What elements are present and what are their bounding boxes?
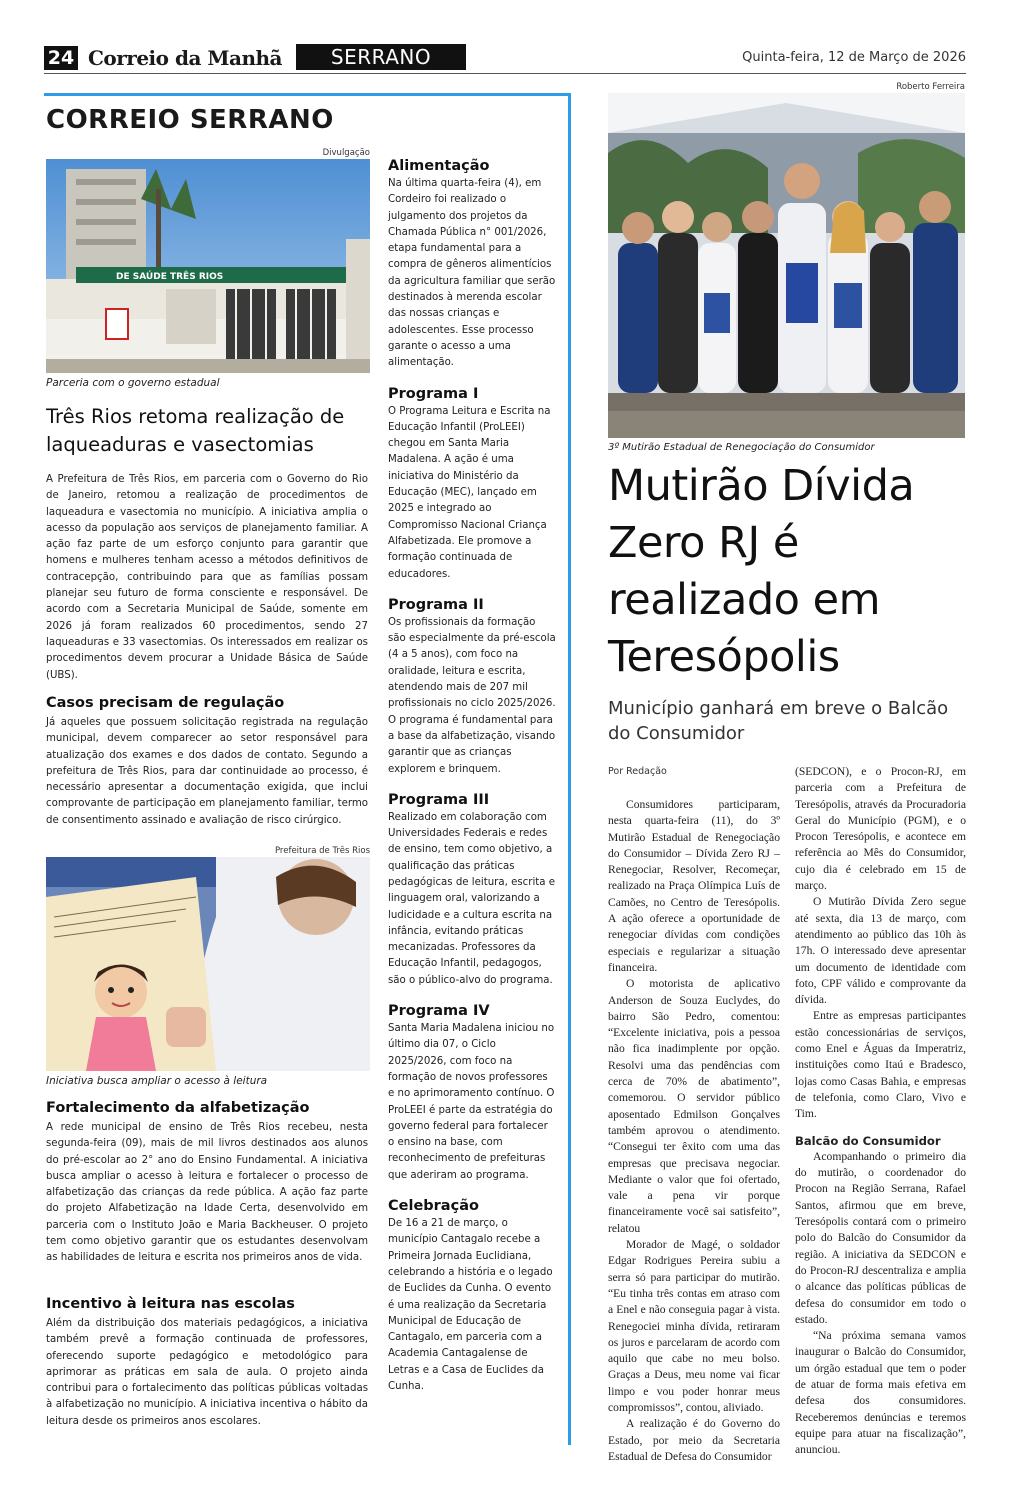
note-title: Celebração <box>388 1198 479 1215</box>
paragraph: (SEDCON), e o Procon-RJ, em parceria com a Prefeitura de Teresópolis, através da Procuradoria Geral do Município (PGM), e o Procon Teresópolis, e acontece em referência ao Mês do Consumidor, cujo dia é celebrado em 15 de março. <box>795 765 966 893</box>
reading-child-photo <box>46 857 370 1071</box>
sign-text: DE SAÚDE TRÊS RIOS <box>116 272 224 282</box>
note-programa-ii <box>388 595 556 778</box>
note-title: Programa III <box>388 791 490 808</box>
box-notes-column <box>388 156 556 1395</box>
paragraph: O motorista de aplicativo Anderson de Souza Euclydes, do bairro São Pedro, comentou: “Excelente iniciativa, pois a pessoa não fica inadimplente por opção. Resolvi uma das pendências com cerca de 70% de abatimento”, comemorou. O servidor público aposentado Edmilson Gonçalves também aprovou o atendimento. “Consegui ter êxito com uma das empresas que precisava negociar. Mediante o valor que foi ofertado, vale a pena vir porque financeiramente você sai satisfeito”, relatou <box>608 977 780 1235</box>
photo2-caption: Iniciativa busca ampliar o acesso à leitura <box>46 1075 268 1087</box>
main-headline: Mutirão Dívida Zero RJ é realizado em Teresópolis <box>608 461 915 682</box>
article2-body1: A rede municipal de ensino de Três Rios recebeu, nesta segunda-feira (09), mais de mil livros destinados aos alunos do pré-escolar ao 2° ano do Ensino Fundamental. A iniciativa busca ampliar o acesso à leitura e fortalecer o processo de alfabetização das crianças da rede pública. A ação faz parte do projeto Alfabetização na Idade Certa, desenvolvido em parceria com o Instituto João e Maria Backheuser. O projeto tem como objetivo garantir que os estudantes desenvolvam as habilidades de leitura e escrita nos primeiros anos de vida. <box>46 1122 368 1264</box>
box-title: CORREIO SERRANO <box>46 105 334 135</box>
article2-body2: Além da distribuição dos materiais pedagógicos, a iniciativa também prevê a formação continuada de professores, oferecendo suporte pedagógico e metodológico para aprimorar as práticas em sala de aula. O projeto ainda contribui para o fortalecimento das políticas públicas voltadas à alfabetização no município. A iniciativa incentiva o hábito da leitura desde os primeiros anos escolares. <box>46 1318 368 1427</box>
note-body: Na última quarta-feira (4), em Cordeiro foi realizado o julgamento dos projetos da Chamada Pública n° 001/2026, etapa fundamental para a compra de gêneros alimentícios da agricultura familiar que serão destinados à merenda escolar das nossas crianças e adolescentes. Esse processo garante o acesso a uma alimentação. <box>388 178 556 369</box>
article1-sub-body: Já aqueles que possuem solicitação registrada na regulação municipal, devem comparecer ao setor responsável para atualização dos exames e dos dados de contato. Segundo a prefeitura de Três Rios, para dar continuidade ao processo, é necessário apresentar a documentação exigida, que inclui comprovante de participação em planejamento familiar, termo de consentimento assinado e avaliação de risco cirúrgico. <box>46 717 368 826</box>
note-title: Programa IV <box>388 1003 490 1020</box>
note-title: Alimentação <box>388 158 490 174</box>
mutirao-group-photo <box>608 93 965 438</box>
main-subhead: Balcão do Consumidor <box>795 1133 941 1148</box>
edition-date: Quinta-feira, 12 de Março de 2026 <box>742 50 966 65</box>
box-top-rule <box>44 93 571 96</box>
article1-headline: Três Rios retoma realização de laqueaduras e vasectomias <box>46 405 345 456</box>
note-programa-iv <box>388 1001 556 1184</box>
note-body: Os profissionais da formação são especialmente da pré-escola (4 a 5 anos), com foco na oralidade, leitura e escrita, atendendo mais de 207 mil profissionais no ciclo 2025/2026. O programa é fundamental para a base da alfabetização, visando garantir que as crianças explorem e brinquem. <box>388 616 556 775</box>
main-column-1 <box>608 797 780 1465</box>
page-header <box>44 44 966 74</box>
main-photo-credit: Roberto Ferreira <box>896 82 965 92</box>
paragraph: Entre as empresas participantes estão concessionárias de serviços, como Enel e Águas da Imperatriz, instituições como Itaú e Bradesco, lojas como Casas Bahia, e empresas de telefonia, como Claro, Vivo e Tim. <box>795 1009 966 1121</box>
photo2-credit: Prefeitura de Três Rios <box>274 846 370 856</box>
paragraph: A realização é do Governo do Estado, por meio da Secretaria Estadual de Defesa do Consumidor <box>608 1417 780 1463</box>
paragraph: “Na próxima semana vamos inaugurar o Balcão do Consumidor, um órgão estadual que tem o poder de atuar de forma mais efetiva em defesa dos consumidores. Receberemos denúncias e teremos equipe para atuar na fiscalização”, anunciou. <box>795 1329 966 1457</box>
note-celebracao <box>388 1196 556 1395</box>
main-photo-caption: 3º Mutirão Estadual de Renegociação do Consumidor <box>608 442 875 453</box>
article2-subhead2: Incentivo à leitura nas escolas <box>46 1296 295 1312</box>
photo1-caption: Parceria com o governo estadual <box>46 377 220 389</box>
main-byline: Por Redação <box>608 766 667 777</box>
photo1-credit: Divulgação <box>322 148 370 158</box>
newspaper-name: Correio da Manhã <box>88 46 283 70</box>
paragraph: Consumidores participaram, nesta quarta-feira (11), do 3º Mutirão Estadual de Renegociação do Consumidor – Dívida Zero RJ – Renegociar, Resolver, Recomeçar, realizado na Praça Olímpica Luís de Camões, no Centro de Teresópolis. A ação oferece a oportunidade de renegociar dívidas com condições especiais e regularizar a situação financeira. <box>608 798 780 974</box>
paragraph: Acompanhando o primeiro dia do mutirão, o coordenador do Procon na Região Serrana, Rafael Santos, afirmou que em breve, Teresópolis contará com o primeiro polo do Balcão do Consumidor da região. A iniciativa da SEDCON e do Procon-RJ descentraliza e amplia o alcance das políticas públicas de defesa do consumidor em todo o estado. <box>795 1149 966 1326</box>
note-body: O Programa Leitura e Escrita na Educação Infantil (ProLEEI) chegou em Santa Maria Madalena. A ação é uma iniciativa do Ministério da Educação (MEC), lançado em 2025 e integrado ao Compromisso Nacional Criança Alfabetizada. Ele promove a formação continuada de educadores. <box>388 405 551 580</box>
note-programa-i <box>388 384 556 583</box>
note-title: Programa I <box>388 385 479 402</box>
health-unit-photo <box>46 159 370 373</box>
note-title: Programa II <box>388 596 484 613</box>
box-right-rule <box>568 93 571 1445</box>
article2-subhead1: Fortalecimento da alfabetização <box>46 1100 310 1116</box>
note-body: Santa Maria Madalena iniciou no último dia 07, o Ciclo 2025/2026, com foco na formação de novos professores e no aprimoramento contínuo. O ProLEEI é parte da estratégia do governo federal para fortalecer o ensino na base, com reconhecimento de prefeituras que aderiram ao programa. <box>388 1023 555 1181</box>
article1-body: A Prefeitura de Três Rios, em parceria com o Governo do Rio de Janeiro, retomou a realização de procedimentos de laqueadura e vasectomia no município. A iniciativa amplia o acesso da população aos serviços de planejamento familiar. A ação faz parte de um esforço conjunto para garantir que homens e mulheres tenham acesso a métodos definitivos de contracepção, contribuindo para que as famílias possam planejar seu futuro de forma consciente e responsável. De acordo com a Secretaria Municipal de Saúde, somente em 2026 já foram realizados 60 procedimentos, sendo 27 laqueaduras e 33 vasectomias. Os interessados em realizar os procedimentos devem procurar a Unidade Básica de Saúde (UBS). <box>46 474 368 681</box>
section-tag: SERRANO <box>296 44 466 70</box>
page-number: 24 <box>44 46 78 70</box>
main-deck: Município ganhará em breve o Balcão do Consumidor <box>608 698 949 744</box>
note-body: Realizado em colaboração com Universidades Federais e redes de ensino, tem como objetivo, a qualificação das práticas pedagógicas de leitura, escrita e linguagem oral, valorizando a ludicidade e a cultura escrita na infância, evitando práticas mecanizadas. Professores da Educação Infantil, pedagogos, são o público-alvo do programa. <box>388 811 556 986</box>
paragraph: O Mutirão Dívida Zero segue até sexta, dia 13 de março, com atendimento ao público das 10h às 17h. O interessado deve apresentar um documento de identidade com foto, CPF válido e comprovante da dívida. <box>795 895 966 1007</box>
paragraph: Morador de Magé, o soldador Edgar Rodrigues Pereira subiu a serra só para participar do mutirão. “Eu tinha três contas em atraso com a Enel e não conseguia pagar à vista. Renegociei minha dívida, retiraram os juros e parcelaram de acordo com aquilo que cabe no meu bolso. Graças a Deus, meu nome vai ficar limpo e vou poder honrar meus compromissos”, contou, aliviado. <box>608 1238 780 1414</box>
note-programa-iii <box>388 790 556 989</box>
article1-subhead: Casos precisam de regulação <box>46 695 285 711</box>
note-body: De 16 a 21 de março, o município Cantagalo recebe a Primeira Jornada Euclidiana, celebrando a história e o legado de Euclides da Cunha. O evento é uma realização da Secretaria Municipal de Educação de Cantagalo, em parceria com a Academia Cantagalense de Letras e a Casa de Euclides da Cunha. <box>388 1218 553 1392</box>
main-column-2 <box>795 764 966 1458</box>
note-alimentacao <box>388 156 556 372</box>
